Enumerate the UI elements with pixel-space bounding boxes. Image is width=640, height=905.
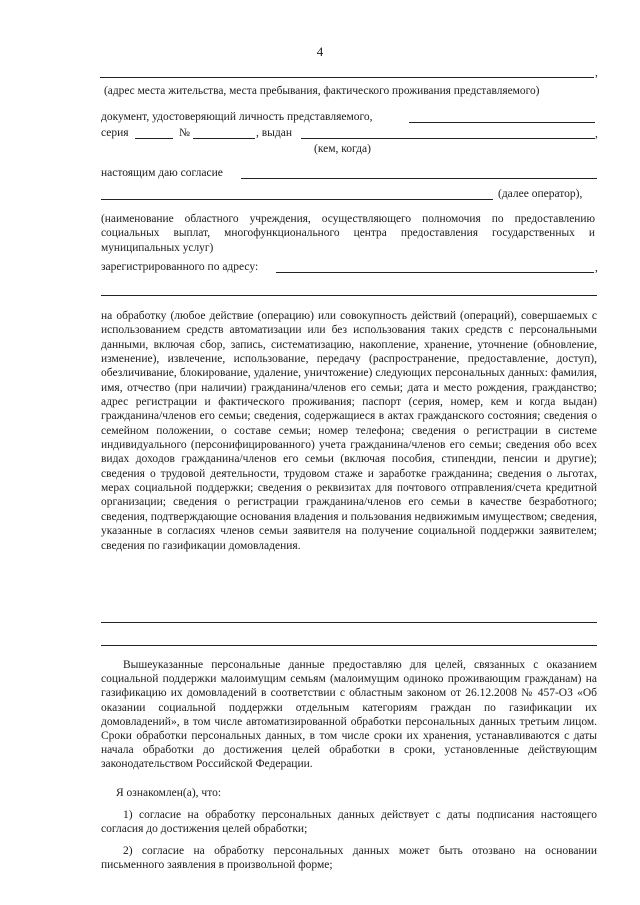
processing-paragraph: на обработку (любое действие (операцию) или совокупность действий (операций), совершаемых с использованием средств автоматизации или без использования таких средств с персональными данными, включая сбор, запись, систематизацию, накопление, хранение, уточнение (обновление, изменение), извлечение, использование, передачу (распространение, предоставление, доступ), обезличивание, блокирование, удаление, уничтожение) следующих персональных данных: фамилия, имя, отчество (при наличии) гражданина/членов его семьи; дата и место рождения, гражданство; адрес регистрации и фактического проживания; паспорт (серия, номер, кем и когда выдан) гражданина/членов его семьи; сведения, содержащиеся в актах гражданского состояния; сведения о семейном положении, о составе семьи; номер телефона; сведения о регистрации в системе индивидуального (персонифицированного) учета гражданина/членов его семьи; сведения обо всех видах доходов гражданина/членов его семьи (включая пособия, стипендии, пенсии и другие); сведения о трудовой деятельности, трудовом стаже и заработке гражданина; сведения о льготах, мерах социальной поддержки; сведения о реквизитах для почтового отправления/счета кредитной организации; сведения о регистрации гражданина/членов его семьи в качестве безработного; сведения, подтверждающие основания владения и пользования недвижимым имуществом; сведения, указанные в согласиях членов семьи заявителя на получение социальной поддержки заявителем; сведения по газификации домовладения. [101, 310, 597, 552]
issued-caption: (кем, когда) [314, 143, 371, 155]
residence-caption: (адрес места жительства, места пребывания, фактического проживания представляемого) [104, 85, 540, 97]
consent-line-1[interactable] [241, 178, 597, 179]
issued-comma: , [595, 128, 598, 140]
registered-comma: , [595, 262, 598, 274]
id-document-label: документ, удостоверяющий личность представляемого, [101, 111, 373, 123]
blank-line-1[interactable] [101, 622, 597, 623]
residence-comma: , [595, 67, 598, 79]
item-1: 1) согласие на обработку персональных данных действует с даты подписания настоящего согласия до достижения целей обработки; [101, 809, 597, 836]
registered-label: зарегистрированного по адресу: [101, 261, 259, 273]
residence-line[interactable] [100, 77, 594, 78]
issued-label: , выдан [256, 127, 293, 139]
series-label: серия [101, 127, 129, 139]
operator-label: (далее оператор), [498, 188, 583, 200]
acknowledged-label: Я ознакомлен(а), что: [116, 787, 222, 799]
page-number: 4 [316, 44, 324, 59]
number-line[interactable] [193, 138, 255, 139]
issued-line[interactable] [301, 138, 595, 139]
institution-caption: (наименование областного учреждения, осуществляющего полномочия по предоставлению социальных выплат, многофункционального центра предоставления государственных и муниципальных услуг) [101, 213, 595, 254]
item-2: 2) согласие на обработку персональных данных может быть отозвано на основании письменного заявления в произвольной форме; [101, 845, 597, 872]
consent-label: настоящим даю согласие [101, 167, 223, 179]
purpose-paragraph: Вышеуказанные персональные данные предоставляю для целей, связанных с оказанием социальной поддержки малоимущим семьям (малоимущим одиноко проживающим гражданам) на газификацию их домовладений в соответствии с областным законом от 26.12.2008 № 457-ОЗ «Об оказании социальной поддержки отдельным категориям граждан по газификации их домовладений», в том числе автоматизированной обработки персональных данных третьим лицом. Сроки обработки персональных данных, в том числе сроки их хранения, устанавливаются с даты начала обработки до достижения целей обработки в сроки, установленные действующим законодательством Российской Федерации. [101, 659, 597, 771]
consent-line-2[interactable] [101, 199, 493, 200]
id-document-line[interactable] [409, 122, 595, 123]
registered-line-1[interactable] [276, 272, 594, 273]
number-label: № [179, 127, 190, 139]
series-line[interactable] [135, 138, 173, 139]
blank-line-2[interactable] [101, 645, 597, 646]
registered-line-2[interactable] [101, 295, 597, 296]
